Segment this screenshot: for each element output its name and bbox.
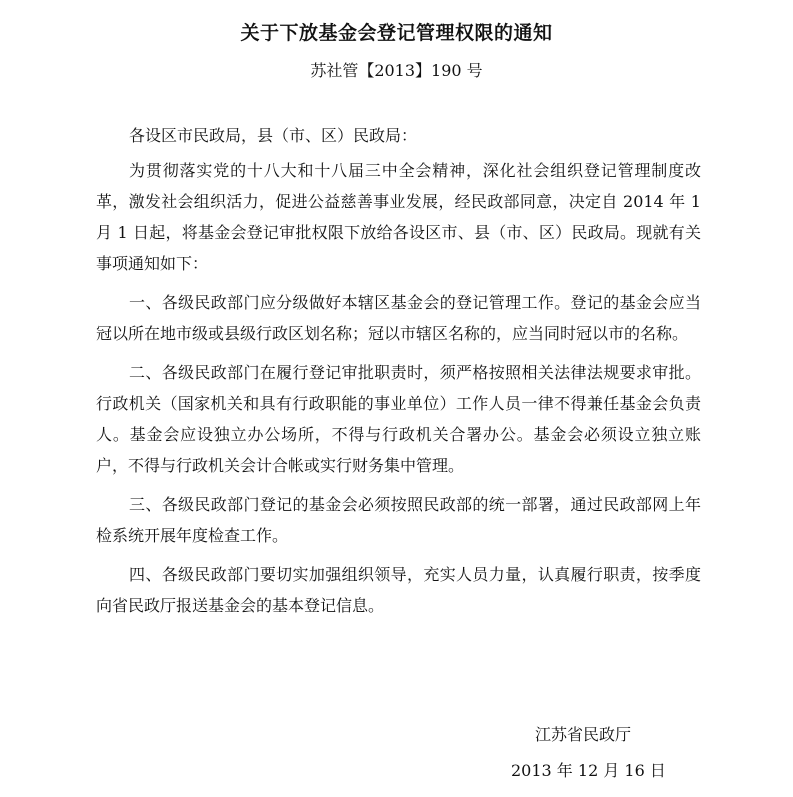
document-title: 关于下放基金会登记管理权限的通知 (240, 22, 553, 44)
issue-date: 2013 年 12 月 16 日 (511, 761, 666, 780)
paragraph-item-3: 三、各级民政部门登记的基金会必须按照民政部的统一部署，通过民政部网上年检系统开展年度检查工作。 (96, 495, 701, 545)
paragraph-item-1: 一、各级民政部门应分级做好本辖区基金会的登记管理工作。登记的基金会应当冠以所在地市级或县级行政区划名称；冠以市辖区名称的，应当同时冠以市的名称。 (96, 293, 701, 343)
issuer-signature: 江苏省民政厅 (535, 725, 632, 744)
document-body (96, 120, 701, 621)
paragraph-item-2: 二、各级民政部门在履行登记审批职责时，须严格按照相关法律法规要求审批。行政机关（国家机关和具有行政职能的事业单位）工作人员一律不得兼任基金会负责人。基金会应设独立办公场所，不得与行政机关合署办公。基金会必须设立独立账户，不得与行政机关会计合帐或实行财务集中管理。 (96, 363, 701, 475)
paragraph-intro: 为贯彻落实党的十八大和十八届三中全会精神，深化社会组织登记管理制度改革，激发社会组织活力，促进公益慈善事业发展，经民政部同意，决定自 2014 年 1 月 1 日起，将基金会登记审批权限下放给各设区市、县（市、区）民政局。现就有关事项通知如下： (96, 161, 701, 273)
salutation: 各设区市民政局，县（市、区）民政局： (129, 126, 418, 145)
document-number: 苏社管【2013】190 号 (310, 61, 483, 80)
paragraph-item-4: 四、各级民政部门要切实加强组织领导，充实人员力量，认真履行职责，按季度向省民政厅报送基金会的基本登记信息。 (96, 565, 701, 615)
